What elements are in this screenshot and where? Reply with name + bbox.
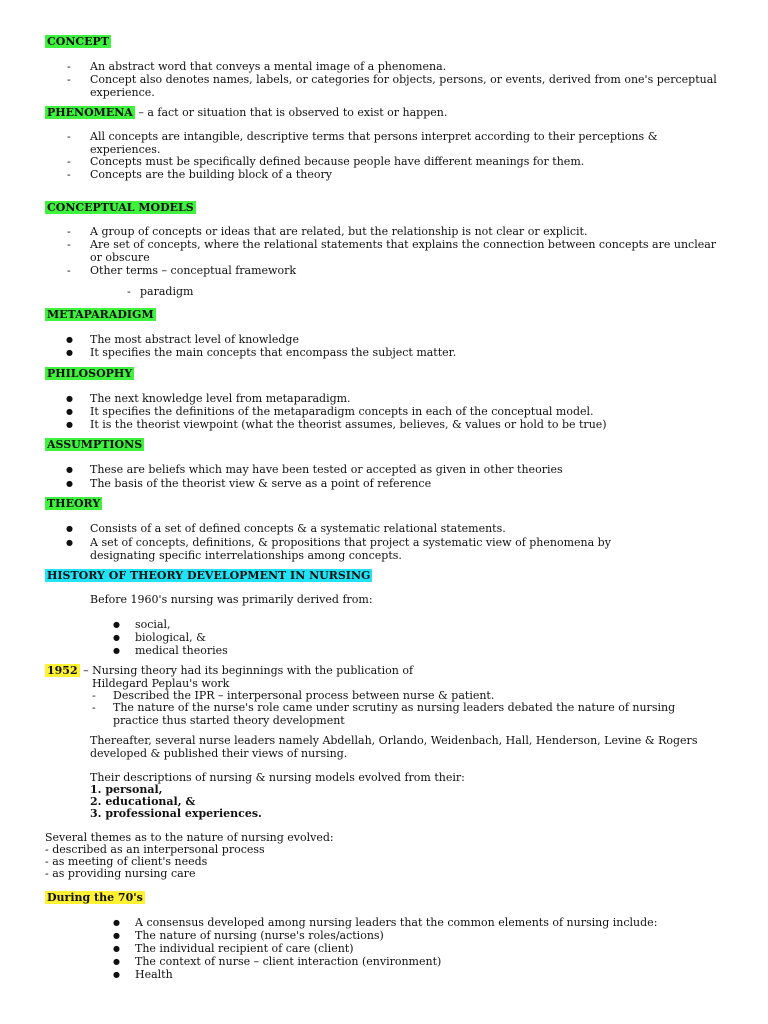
bullet-marker: ● [66, 394, 73, 403]
bullet-marker: ● [66, 524, 73, 533]
bullet-marker: ● [66, 420, 73, 429]
concept-item-2: Concept also denotes names, labels, or categories for objects, persons, or events, derived from one's perceptual experience. [90, 73, 717, 99]
seventies-item-4: The context of nurse – client interaction (environment) [135, 955, 442, 968]
phenomena-item-3: Concepts are the building block of a theory [90, 168, 332, 181]
bullet-marker: ● [113, 957, 120, 966]
bullet-marker: ● [66, 335, 73, 344]
history-intro: Before 1960's nursing was primarily derived from: [90, 593, 373, 606]
history-source-1: social, [135, 618, 171, 631]
history-source-2: biological, & [135, 631, 206, 644]
bullet-marker: ● [113, 646, 120, 655]
dash-marker: - [92, 689, 96, 702]
phenomena-definition: – a fact or situation that is observed to exist or happen. [134, 106, 448, 119]
bullet-marker: ● [66, 348, 73, 357]
dash-marker: - [67, 264, 71, 277]
dash-marker: - [67, 60, 71, 73]
history-1952-item-1: Described the IPR – interpersonal process between nurse & patient. [113, 689, 495, 702]
bullet-marker: ● [66, 479, 73, 488]
assumptions-item-2: The basis of the theorist view & serve as a point of reference [90, 477, 432, 490]
metaparadigm-item-1: The most abstract level of knowledge [90, 333, 299, 346]
theory-heading: THEORY [47, 497, 101, 510]
history-theme-1: - described as an interpersonal process [45, 843, 265, 856]
phenomena-line [45, 106, 447, 119]
bullet-marker: ● [113, 918, 120, 927]
dash-marker: - [67, 130, 71, 143]
history-description-1: 1. personal, [90, 783, 163, 796]
dash-marker: - [67, 73, 71, 86]
bullet-marker: ● [113, 620, 120, 629]
seventies-item-5: Health [135, 968, 173, 981]
conceptual-models-item-3: Other terms – conceptual framework [90, 264, 296, 277]
concept-item-1: An abstract word that conveys a mental image of a phenomena. [90, 60, 447, 73]
phenomena-item-1: All concepts are intangible, descriptive terms that persons interpret according to their perceptions & experiences. [90, 130, 658, 156]
assumptions-item-1: These are beliefs which may have been tested or accepted as given in other theories [90, 463, 563, 476]
assumptions-heading: ASSUMPTIONS [47, 438, 143, 451]
theory-item-1: Consists of a set of defined concepts & a systematic relational statements. [90, 522, 506, 535]
conceptual-models-item-2: Are set of concepts, where the relational statements that explains the connection between concepts are unclear or obscure [90, 238, 717, 264]
dash-marker: - [67, 168, 71, 181]
history-description-3: 3. professional experiences. [90, 807, 262, 820]
conceptual-models-heading: CONCEPTUAL MODELS [47, 201, 194, 214]
dash-marker: - [92, 701, 96, 714]
dash-marker: - [127, 285, 131, 298]
phenomena-heading: PHENOMENA [47, 106, 133, 119]
history-description-2: 2. educational, & [90, 795, 196, 808]
philosophy-item-2: It specifies the definitions of the metaparadigm concepts in each of the conceptual model. [90, 405, 594, 418]
year-1952-badge: 1952 [47, 664, 78, 677]
dash-marker: - [67, 238, 71, 251]
bullet-marker: ● [66, 538, 73, 547]
history-theme-3: - as providing nursing care [45, 867, 196, 880]
seventies-item-3: The individual recipient of care (client) [135, 942, 354, 955]
phenomena-item-2: Concepts must be specifically defined because people have different meanings for them. [90, 155, 585, 168]
bullet-marker: ● [113, 931, 120, 940]
theory-item-2: A set of concepts, definitions, & propositions that project a systematic view of phenomena by designating specific interrelationships among concepts. [90, 536, 611, 562]
metaparadigm-heading: METAPARADIGM [47, 308, 154, 321]
history-source-3: medical theories [135, 644, 228, 657]
metaparadigm-item-2: It specifies the main concepts that encompass the subject matter. [90, 346, 457, 359]
bullet-marker: ● [113, 633, 120, 642]
bullet-marker: ● [113, 970, 120, 979]
bullet-marker: ● [66, 407, 73, 416]
dash-marker: - [67, 225, 71, 238]
history-1952-item-2: The nature of the nurse's role came under scrutiny as nursing leaders debated the nature of nursing practice thus started theory development [113, 701, 676, 727]
history-descriptions-intro: Their descriptions of nursing & nursing models evolved from their: [90, 771, 465, 784]
bullet-marker: ● [113, 944, 120, 953]
history-peplau: Hildegard Peplau's work [92, 677, 230, 690]
bullet-marker: ● [66, 465, 73, 474]
history-thereafter: Thereafter, several nurse leaders namely Abdellah, Orlando, Weidenbach, Hall, Henderson, Levine & Rogers developed & published their views of nursing. [90, 734, 698, 760]
concept-heading: CONCEPT [47, 35, 109, 48]
dash-marker: - [67, 155, 71, 168]
seventies-heading: During the 70's [47, 891, 143, 904]
history-theme-2: - as meeting of client's needs [45, 855, 208, 868]
history-heading: HISTORY OF THEORY DEVELOPMENT IN NURSING [47, 569, 371, 582]
history-themes-intro: Several themes as to the nature of nursing evolved: [45, 831, 334, 844]
seventies-item-1: A consensus developed among nursing leaders that the common elements of nursing include: [135, 916, 658, 929]
philosophy-heading: PHILOSOPHY [47, 367, 133, 380]
conceptual-models-subitem: paradigm [140, 285, 194, 298]
conceptual-models-item-1: A group of concepts or ideas that are related, but the relationship is not clear or explicit. [90, 225, 588, 238]
history-1952-line: 1952 – Nursing theory had its beginnings with the publication of [47, 664, 414, 677]
seventies-item-2: The nature of nursing (nurse's roles/actions) [135, 929, 384, 942]
philosophy-item-1: The next knowledge level from metaparadigm. [90, 392, 351, 405]
philosophy-item-3: It is the theorist viewpoint (what the theorist assumes, believes, & values or hold to be true) [90, 418, 607, 431]
